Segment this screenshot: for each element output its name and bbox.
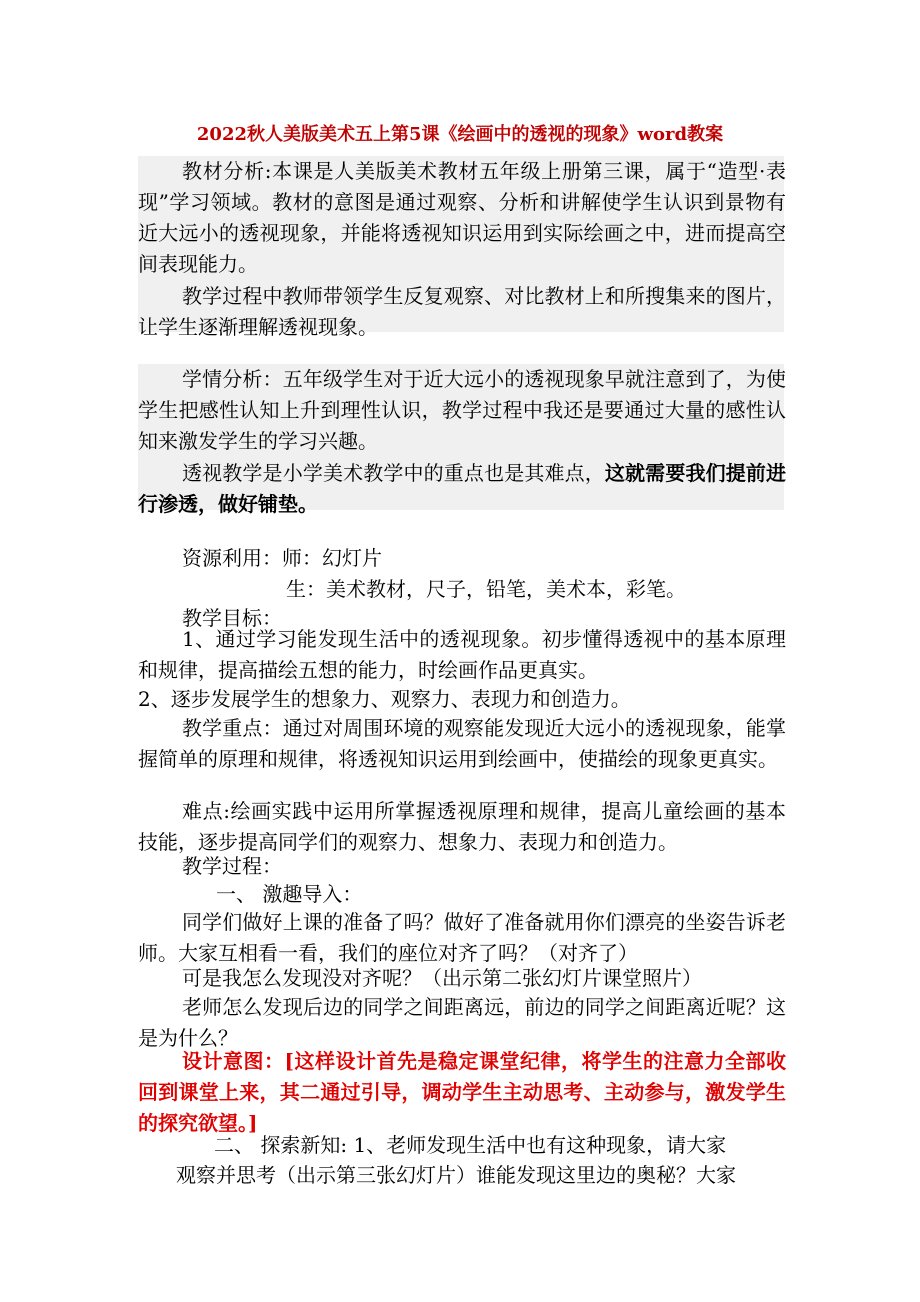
paragraph-section-2-line-1: 二、 探索新知: 1、老师发现生活中也有这种现象，请大家: [214, 1133, 727, 1157]
paragraph-goal-1: 1、通过学习能发现生活中的透视现象。初步懂得透视中的基本原理和规律，提高描绘五想的能力，时绘画作品更真实。: [138, 627, 786, 682]
paragraph-student-analysis: 学情分析：五年级学生对于近大远小的透视现象早就注意到了，为使学生把感性认知上升到理性认识，教学过程中我还是要通过大量的感性认知来激发学生的学习兴趣。: [138, 367, 786, 453]
paragraph-key-points: 教学重点：通过对周围环境的观察能发现近大远小的透视现象，能掌握简单的原理和规律，将透视知识运用到绘画中，使描绘的现象更真实。: [138, 716, 786, 771]
paragraph-perspective-teaching: [138, 458, 786, 520]
heading-section-1: 一、 激趣导入：: [216, 882, 363, 906]
text-bold: 这就需要我们提前进行渗透，做好铺垫。: [138, 461, 787, 516]
heading-teaching-goals: 教学目标：: [182, 606, 282, 630]
paragraph-design-intent: 设计意图：[这样设计首先是稳定课堂纪律，将学生的注意力全部收回到课堂上来，其二通过引导，调动学生主动思考、主动参与，激发学生的探究欲望。]: [138, 1049, 786, 1135]
text-normal: 透视教学是小学美术教学中的重点也是其难点，: [182, 461, 605, 485]
paragraph-textbook-analysis: 教材分析:本课是人美版美术教材五年级上册第三课，属于“造型·表现”学习领域。教材的意图是通过观察、分析和讲解使学生认识到景物有近大远小的透视现象，并能将透视知识运用到实际绘画之中，进而提高空间表现能力。: [138, 159, 786, 276]
paragraph-section-2-line-2: 观察并思考（出示第三张幻灯片）谁能发现这里边的奥秘？大家: [176, 1163, 736, 1187]
paragraph-why-question: 老师怎么发现后边的同学之间距离远，前边的同学之间距离近呢？这是为什么？: [138, 995, 786, 1050]
paragraph-goal-2: 2、逐步发展学生的想象力、观察力、表现力和创造力。: [138, 687, 631, 711]
paragraph-intro-question: 同学们做好上课的准备了吗？做好了准备就用你们漂亮的坐姿告诉老师。大家互相看一看，我们的座位对齐了吗？（对齐了）: [138, 910, 786, 965]
paragraph-difficulties: 难点:绘画实践中运用所掌握透视原理和规律，提高儿童绘画的基本技能，逐步提高同学们的观察力、想象力、表现力和创造力。: [138, 799, 786, 854]
paragraph-resources: 资源利用：师：幻灯片: [182, 546, 382, 570]
paragraph-slide-2: 可是我怎么发现没对齐呢？（出示第二张幻灯片课堂照片）: [182, 966, 702, 990]
document-title: 2022秋人美版美术五上第5课《绘画中的透视的现象》word教案: [196, 124, 724, 145]
heading-teaching-process: 教学过程：: [182, 854, 282, 878]
paragraph-teaching-process-note: 教学过程中教师带领学生反复观察、对比教材上和所搜集来的图片，让学生逐渐理解透视现象。: [138, 284, 786, 339]
paragraph-student-materials: 生：美术教材，尺子，铅笔，美术本，彩笔。: [286, 577, 686, 601]
